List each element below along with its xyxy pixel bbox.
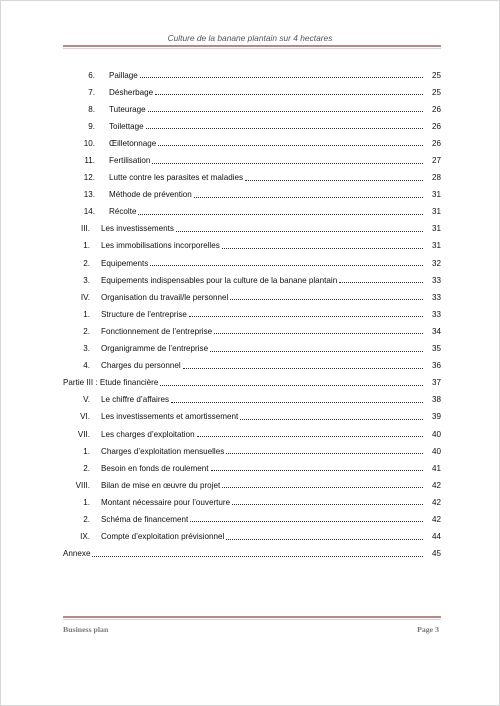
toc-entry-label: Equipements	[101, 258, 149, 268]
toc-entry[interactable]	[63, 272, 441, 289]
toc-entry[interactable]	[63, 204, 441, 221]
toc-entry-label: Les investissements	[101, 224, 174, 234]
toc-dot-leader	[339, 276, 423, 283]
footer-rule	[63, 616, 441, 620]
toc-entry-number: 8.	[88, 104, 95, 114]
toc-entry-label: Les investissements et amortissement	[101, 412, 239, 422]
toc-entry-page: 45	[431, 549, 441, 559]
toc-entry-label: Les charges d’exploitation	[101, 429, 195, 439]
toc-entry-page: 42	[431, 480, 441, 490]
toc-entry-label: Le chiffre d’affaires	[101, 395, 170, 405]
toc-entry-number: VII.	[77, 429, 90, 439]
toc-entry-number: 1.	[83, 309, 90, 319]
toc-dot-leader	[210, 345, 423, 352]
toc-entry[interactable]	[63, 289, 441, 306]
toc-entry-label: Annexe	[63, 549, 91, 559]
toc-entry-page: 33	[431, 292, 441, 302]
toc-entry[interactable]	[63, 460, 441, 477]
toc-entry-page: 27	[431, 156, 441, 166]
toc-entry-number: 1.	[83, 446, 90, 456]
toc-entry-label: Equipements indispensables pour la culture de la banane plantain	[101, 275, 338, 285]
toc-entry-number: 9.	[88, 121, 95, 131]
toc-entry-page: 34	[431, 326, 441, 336]
toc-dot-leader	[138, 208, 423, 215]
toc-entry[interactable]	[63, 392, 441, 409]
toc-dot-leader	[158, 139, 423, 146]
toc-entry-number: 2.	[83, 463, 90, 473]
toc-entry-label: Structure de l’entreprise	[101, 309, 187, 319]
toc-entry-page: 35	[431, 344, 441, 354]
toc-entry-label: Charges du personnel	[101, 361, 181, 371]
toc-entry-label: Toilettage	[109, 121, 144, 131]
toc-entry[interactable]	[63, 118, 441, 135]
toc-entry-number: VIII.	[75, 480, 90, 490]
toc-entry[interactable]	[63, 135, 441, 152]
toc-entry-page: 31	[431, 207, 441, 217]
toc-entry[interactable]	[63, 341, 441, 358]
toc-entry-page: 36	[431, 361, 441, 371]
toc-entry-number: 1.	[83, 497, 90, 507]
toc-dot-leader	[194, 191, 423, 198]
toc-entry-page: 25	[431, 87, 441, 97]
toc-entry-page: 41	[431, 463, 441, 473]
toc-dot-leader	[140, 71, 423, 78]
toc-entry-number: III.	[81, 224, 90, 234]
toc-entry-number: 10.	[83, 138, 95, 148]
toc-entry[interactable]	[63, 409, 441, 426]
toc-dot-leader	[189, 310, 423, 317]
toc-dot-leader	[222, 481, 423, 488]
toc-entry-label: Besoin en fonds de roulement	[101, 463, 209, 473]
toc-dot-leader	[226, 447, 423, 454]
toc-dot-leader	[176, 225, 423, 232]
toc-entry-page: 31	[431, 241, 441, 251]
toc-dot-leader	[197, 430, 423, 437]
toc-dot-leader	[232, 498, 423, 505]
toc-entry-label: Désherbage	[109, 87, 154, 97]
toc-entry-number: 11.	[84, 156, 95, 166]
toc-entry-label: Les immobilisations incorporelles	[101, 241, 220, 251]
toc-dot-leader	[92, 550, 423, 557]
toc-dot-leader	[152, 157, 423, 164]
toc-entry-number: 13.	[83, 190, 95, 200]
toc-entry-label: Bilan de mise en œuvre du projet	[101, 480, 221, 490]
toc-dot-leader	[222, 242, 423, 249]
toc-dot-leader	[160, 379, 423, 386]
toc-entry-label: Récolte	[109, 207, 137, 217]
toc-entry[interactable]	[63, 546, 441, 563]
toc-entry-label: Schéma de financement	[101, 514, 189, 524]
toc-entry-page: 40	[431, 446, 441, 456]
toc-entry[interactable]	[63, 529, 441, 546]
toc-entry[interactable]	[63, 67, 441, 84]
toc-entry-page: 31	[431, 224, 441, 234]
toc-entry[interactable]	[63, 101, 441, 118]
toc-entry-label: Lutte contre les parasites et maladies	[109, 173, 244, 183]
toc-entry[interactable]	[63, 443, 441, 460]
toc-entry-page: 26	[431, 104, 441, 114]
toc-dot-leader	[190, 515, 423, 522]
toc-entry-label: Tuteurage	[109, 104, 146, 114]
toc-dot-leader	[240, 413, 423, 420]
toc-dot-leader	[226, 533, 423, 540]
toc-entry-label: Œilletonnage	[109, 138, 157, 148]
toc-entry-label: Paillage	[109, 70, 138, 80]
toc-entry-page: 31	[431, 190, 441, 200]
toc-entry-number: 2.	[83, 258, 90, 268]
toc-entry-page: 25	[431, 70, 441, 80]
toc-dot-leader	[245, 174, 423, 181]
toc-entry[interactable]	[63, 477, 441, 494]
toc-entry-page: 44	[431, 532, 441, 542]
toc-entry-number: 1.	[83, 241, 90, 251]
toc-dot-leader	[146, 122, 423, 129]
toc-entry-number: 6.	[88, 70, 95, 80]
toc-entry-page: 33	[431, 309, 441, 319]
toc-entry-number: V.	[83, 395, 90, 405]
toc-entry-label: Organigramme de l’entreprise	[101, 344, 209, 354]
toc-entry-page: 32	[431, 258, 441, 268]
toc-entry-page: 40	[431, 429, 441, 439]
toc-entry-number: 2.	[83, 326, 90, 336]
toc-entry-number: VI.	[80, 412, 90, 422]
toc-dot-leader	[183, 362, 423, 369]
toc-entry[interactable]	[63, 358, 441, 375]
toc-dot-leader	[148, 105, 423, 112]
toc-entry-label: Partie III : Etude financière	[63, 378, 159, 388]
toc-entry-number: 3.	[83, 344, 90, 354]
header-rule	[63, 45, 441, 49]
table-of-contents	[63, 67, 441, 563]
toc-entry[interactable]	[63, 187, 441, 204]
toc-entry-label: Organisation du travail/le personnel	[101, 292, 229, 302]
toc-entry[interactable]	[63, 375, 441, 392]
toc-entry[interactable]	[63, 84, 441, 101]
toc-entry-number: IV.	[80, 292, 90, 302]
toc-entry-label: Fonctionnement de l’entreprise	[101, 326, 213, 336]
toc-entry[interactable]	[63, 221, 441, 238]
toc-entry-number: 2.	[83, 514, 90, 524]
toc-entry-page: 39	[431, 412, 441, 422]
toc-entry-number: 4.	[83, 361, 90, 371]
toc-entry[interactable]	[63, 152, 441, 169]
toc-entry-label: Compte d’exploitation prévisionnel	[101, 532, 225, 542]
toc-entry[interactable]	[63, 323, 441, 340]
toc-entry-number: IX.	[80, 532, 90, 542]
toc-entry-page: 26	[431, 121, 441, 131]
toc-entry-page: 38	[431, 395, 441, 405]
toc-dot-leader	[230, 293, 423, 300]
toc-dot-leader	[211, 464, 423, 471]
toc-entry-page: 33	[431, 275, 441, 285]
toc-entry-page: 37	[431, 378, 441, 388]
toc-entry[interactable]	[63, 170, 441, 187]
toc-entry[interactable]	[63, 426, 441, 443]
toc-entry[interactable]	[63, 511, 441, 528]
toc-entry[interactable]	[63, 255, 441, 272]
footer-document-name: Business plan	[63, 625, 109, 634]
toc-dot-leader	[171, 396, 423, 403]
toc-entry-label: Fertilisation	[109, 156, 151, 166]
running-header-title: Culture de la banane plantain sur 4 hectares	[167, 33, 333, 43]
footer-page-number: Page 3	[417, 625, 439, 634]
toc-entry-number: 12.	[83, 173, 95, 183]
toc-entry-number: 3.	[83, 275, 90, 285]
toc-entry-page: 28	[431, 173, 441, 183]
toc-dot-leader	[150, 259, 423, 266]
toc-entry-page: 42	[431, 497, 441, 507]
toc-entry-page: 26	[431, 138, 441, 148]
toc-dot-leader	[155, 88, 423, 95]
toc-entry-label: Méthode de prévention	[109, 190, 192, 200]
toc-dot-leader	[214, 327, 423, 334]
toc-entry-page: 42	[431, 514, 441, 524]
toc-entry[interactable]	[63, 494, 441, 511]
toc-entry[interactable]	[63, 306, 441, 323]
toc-entry-number: 7.	[88, 87, 95, 97]
toc-entry-label: Charges d’exploitation mensuelles	[101, 446, 225, 456]
toc-entry-label: Montant nécessaire pour l’ouverture	[101, 497, 231, 507]
toc-entry-number: 14.	[83, 207, 95, 217]
toc-entry[interactable]	[63, 238, 441, 255]
